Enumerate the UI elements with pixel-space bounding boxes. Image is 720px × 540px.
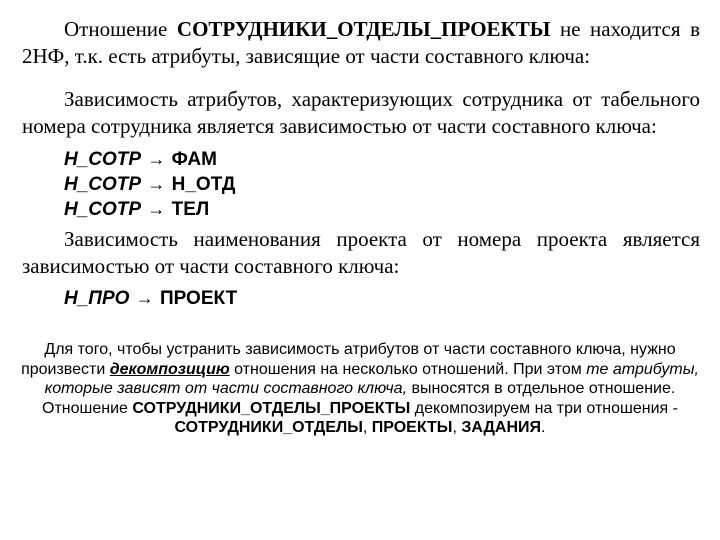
fd-lhs: Н_СОТР [64, 199, 142, 220]
para1-prefix: Отношение [64, 17, 177, 41]
note-text: декомпозируем на три отношения - [410, 399, 678, 417]
decomposition-term: декомпозицию [109, 360, 230, 378]
relation-employees-departments: СОТРУДНИКИ_ОТДЕЛЫ [174, 419, 363, 436]
note-text: отношения на несколько отношений. При этом [229, 360, 587, 378]
arrow-icon: → [147, 149, 166, 169]
decomposition-note [20, 340, 700, 438]
fd-employee-1 [64, 148, 217, 171]
separator: , [362, 419, 372, 436]
relation-name: СОТРУДНИКИ_ОТДЕЛЫ_ПРОЕКТЫ [132, 399, 411, 417]
fd-lhs: Н_СОТР [64, 149, 142, 170]
decompose-sentence [20, 399, 700, 438]
para2-text: Зависимость атрибутов, характеризующих сотрудника от табельного номера сотрудника является зависимостью от части составного ключа: [22, 87, 700, 138]
fd-lhs: Н_ПРО [64, 288, 130, 309]
fd-lhs: Н_СОТР [64, 174, 142, 195]
decomposition-sentence [20, 340, 700, 399]
emphasized-text: те атрибуты, которые зависят от части составного ключа, [44, 360, 699, 397]
note-text: Для того, чтобы устранить зависимость атрибутов от части составного ключа, нужно произвести [21, 341, 676, 378]
fd-rhs: ФАМ [171, 149, 217, 170]
fd-rhs: ПРОЕКТ [159, 288, 238, 309]
note-text: Отношение [42, 399, 133, 417]
separator: . [541, 419, 546, 436]
separator: , [452, 419, 462, 436]
arrow-icon: → [135, 288, 154, 308]
fd-employee-2 [64, 173, 235, 196]
relation-tasks: ЗАДАНИЯ [461, 419, 542, 436]
para1-suffix: не находится в 2НФ, т.к. есть атрибуты, зависящие от части составного ключа: [22, 17, 701, 68]
relation-projects: ПРОЕКТЫ [371, 419, 453, 436]
paragraph-employee-dependency [22, 86, 700, 140]
fd-rhs: Н_ОТД [171, 174, 236, 195]
fd-project [64, 287, 237, 310]
arrow-icon: → [147, 199, 166, 219]
paragraph-project-dependency [22, 226, 700, 280]
fd-rhs: ТЕЛ [171, 199, 210, 220]
paragraph-not-2nf [22, 16, 700, 70]
relation-name: СОТРУДНИКИ_ОТДЕЛЫ_ПРОЕКТЫ [176, 17, 551, 41]
para3-text: Зависимость наименования проекта от номера проекта является зависимостью от части составного ключа: [22, 227, 700, 278]
note-text: выносятся в отдельное отношение. [407, 380, 676, 397]
arrow-icon: → [147, 174, 166, 194]
fd-employee-3 [64, 198, 209, 221]
